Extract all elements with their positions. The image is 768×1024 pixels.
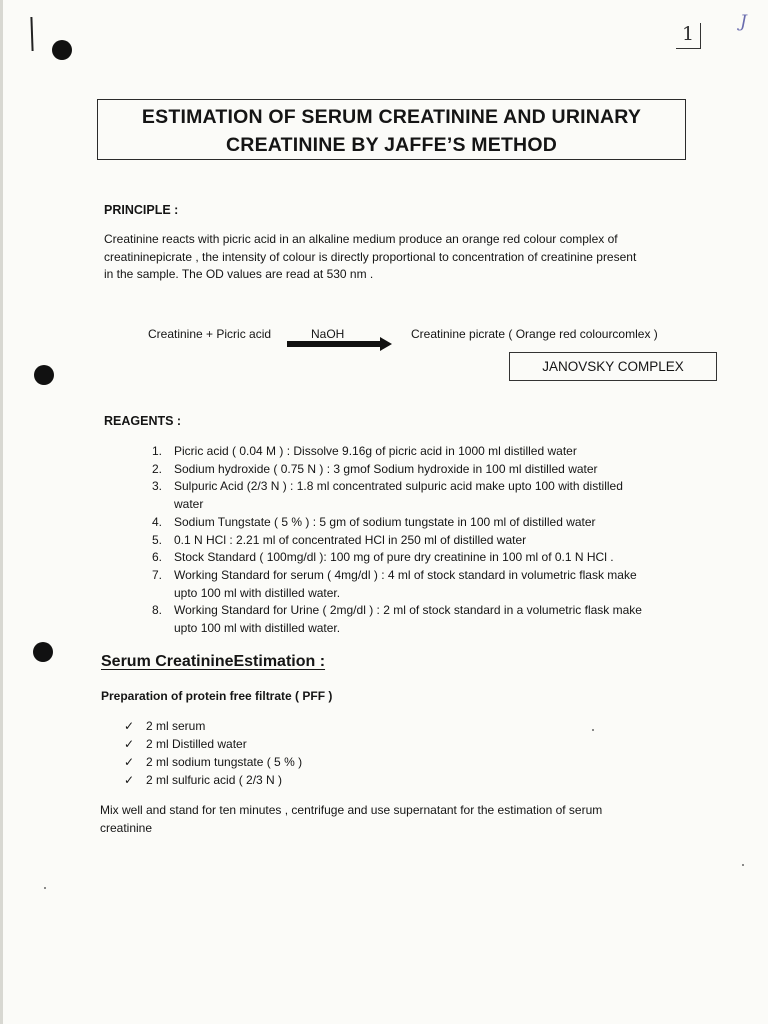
reagent-text: Sulpuric Acid (2/3 N ) : 1.8 ml concentrated sulpuric acid make upto 100 with distilled [174,479,623,494]
checklist-text: 2 ml serum [146,719,206,733]
reagent-text: Stock Standard ( 100mg/dl ): 100 mg of pure dry creatinine in 100 ml of 0.1 N HCl . [174,550,614,565]
margin-pen-mark [30,17,33,51]
reagent-text: water [174,497,204,512]
reagent-number: 1. [152,444,163,458]
reagent-item [148,514,688,532]
pff-subheading: Preparation of protein free filtrate ( PFF ) [101,689,333,703]
reagent-text: 0.1 N HCl : 2.21 ml of concentrated HCl in 250 ml of distilled water [174,532,527,547]
pff-checklist [124,717,302,789]
principle-line: creatininepicrate , the intensity of colour is directly proportional to concentration of creatinine present [104,249,637,264]
punch-hole-icon [34,365,54,385]
reagent-number: 8. [152,603,163,618]
checklist-item [124,717,302,735]
reaction-reactants: Creatinine + Picric acid [148,327,272,341]
reagents-label: REAGENTS : [104,414,182,428]
principle-label: PRINCIPLE : [104,203,179,217]
reagent-text: Picric acid ( 0.04 M ) : Dissolve 9.16g of picric acid in 1000 ml distilled water [174,444,577,458]
paper-speck [742,864,744,866]
serum-section-heading: Serum CreatinineEstimation : [101,653,326,670]
instructions-line: Mix well and stand for ten minutes , centrifuge and use supernatant for the estimation of serum [100,803,603,817]
instructions-text [100,802,602,837]
reagent-text: Sodium hydroxide ( 0.75 N ) : 3 gmof Sodium hydroxide in 100 ml distilled water [174,461,598,476]
principle-line: Creatinine reacts with picric acid in an alkaline medium produce an orange red colour complex of [104,232,618,246]
check-icon: ✓ [124,755,135,769]
page-title-line-1: ESTIMATION OF SERUM CREATININE AND URINARY [141,106,642,128]
check-icon: ✓ [124,737,135,751]
reagent-number: 2. [152,461,163,476]
title-box [97,99,686,160]
janovsky-complex-box [509,352,717,381]
paper-speck [592,729,594,731]
paper-speck [44,887,46,889]
principle-line: in the sample. The OD values are read at 530 nm . [104,267,374,282]
checklist-item [124,771,302,789]
check-icon: ✓ [124,773,135,787]
reagent-item [148,549,688,567]
reagent-text: Working Standard for serum ( 4mg/dl ) : 4 ml of stock standard in volumetric flask make [174,567,637,582]
reagent-number: 6. [152,550,163,565]
reagent-item [148,443,688,461]
reagent-item [148,602,688,637]
page-edge [0,0,3,1024]
reagent-text: Working Standard for Urine ( 2mg/dl ) : 2 ml of stock standard in a volumetric flask make [174,603,642,618]
punch-hole-icon [33,642,53,662]
page-number: 1 [676,23,701,49]
reagent-number: 3. [152,479,163,494]
reagent-text: upto 100 ml with distilled water. [174,621,341,636]
page-title-line-2: CREATININE BY JAFFE’S METHOD [226,134,557,156]
instructions-line: creatinine [100,820,153,835]
reaction-arrow-head-icon [380,337,392,351]
reagent-item [148,461,688,479]
reaction-arrow-icon [287,341,382,347]
reagent-item [148,478,688,513]
reagent-number: 4. [152,514,163,529]
janovsky-complex-label: JANOVSKY COMPLEX [542,359,684,374]
reagent-text: upto 100 ml with distilled water. [174,585,341,600]
reagent-item [148,532,688,550]
checklist-text: 2 ml sodium tungstate ( 5 % ) [146,755,303,769]
principle-text [104,231,636,284]
checklist-item [124,735,302,753]
reagent-number: 7. [152,567,163,582]
checklist-text: 2 ml Distilled water [146,737,247,751]
check-icon: ✓ [124,719,135,733]
reagent-text: Sodium Tungstate ( 5 % ) : 5 gm of sodium tungstate in 100 ml of distilled water [174,514,596,529]
reagent-item [148,567,688,602]
checklist-item [124,753,302,771]
punch-hole-icon [52,40,72,60]
corner-mark: J [740,12,747,32]
reagent-number: 5. [152,532,163,547]
checklist-text: 2 ml sulfuric acid ( 2/3 N ) [146,773,283,787]
reagents-list [148,443,688,638]
reaction-catalyst: NaOH [311,327,345,341]
reaction-product: Creatinine picrate ( Orange red colourcomlex ) [411,327,658,341]
